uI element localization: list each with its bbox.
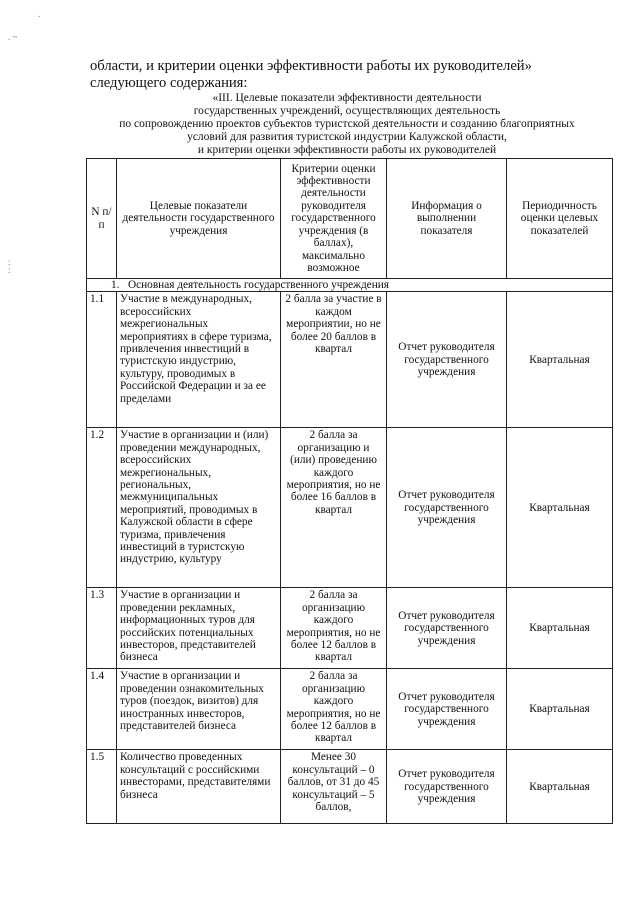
heading-line: и критерии оценки эффективности работы их руководителей [197, 144, 497, 156]
header-indicator: Целевые показатели деятельности государственного учреждения [117, 159, 281, 279]
header-num: N п/п [87, 159, 117, 279]
header-info: Информация о выполнении показателя [387, 159, 507, 279]
row-period: Квартальная [507, 669, 613, 750]
section-row [87, 279, 613, 292]
scan-mark: . [38, 9, 41, 19]
row-indicator: Количество проведенных консультаций с российскими инвесторами, представителями бизнеса [117, 750, 281, 824]
row-info: Отчет руководителя государственного учреждения [387, 428, 507, 588]
row-number: 1.1 [87, 292, 117, 428]
table-row [87, 588, 613, 669]
indicators-table [86, 158, 613, 824]
scan-mark: . ~ [8, 32, 18, 42]
row-indicator: Участие в организации и (или) проведении международных, всероссийских межрегиональных, региональных, межмуниципальных мероприятий, проводимых в Калужской области в сфере туризма, привлечения инвестиций в туристскую индустрию, культуру [117, 428, 281, 588]
row-info: Отчет руководителя государственного учреждения [387, 750, 507, 824]
row-period: Квартальная [507, 588, 613, 669]
row-criteria: 2 балла за организацию каждого мероприятия, но не более 12 баллов в квартал [281, 669, 387, 750]
heading-line: государственных учреждений, осуществляющих деятельность [193, 105, 501, 117]
section-number: 1. [111, 279, 120, 291]
row-info: Отчет руководителя государственного учреждения [387, 292, 507, 428]
section-heading [82, 92, 612, 157]
section-cell [87, 279, 613, 292]
row-number: 1.4 [87, 669, 117, 750]
section-title: Основная деятельность государственного учреждения [127, 279, 389, 291]
row-number: 1.5 [87, 750, 117, 824]
row-number: 1.2 [87, 428, 117, 588]
row-info: Отчет руководителя государственного учреждения [387, 669, 507, 750]
table-row [87, 669, 613, 750]
row-criteria: 2 балла за организацию и (или) проведению каждого мероприятия, но не более 16 баллов в квартал [281, 428, 387, 588]
row-period: Квартальная [507, 292, 613, 428]
table-header-row [87, 159, 613, 279]
intro-paragraph: области, и критерии оценки эффективности работы их руководителей» следующего содержания: [90, 58, 532, 91]
heading-line: «III. Целевые показатели эффективности деятельности [212, 92, 482, 104]
row-indicator: Участие в организации и проведении рекламных, информационных туров для российских потенциальных инвесторов, представителей бизнеса [117, 588, 281, 669]
row-info: Отчет руководителя государственного учреждения [387, 588, 507, 669]
row-criteria: 2 балла за организацию каждого мероприятия, но не более 12 баллов в квартал [281, 588, 387, 669]
scan-mark: : [8, 265, 11, 275]
scan-mark: : [8, 257, 11, 267]
table-row [87, 428, 613, 588]
table-row [87, 292, 613, 428]
row-criteria: Менее 30 консультаций – 0 баллов, от 31 до 45 консультаций – 5 баллов, [281, 750, 387, 824]
row-period: Квартальная [507, 428, 613, 588]
row-indicator: Участие в международных, всероссийских межрегиональных мероприятиях в сфере туризма, привлечения инвестиций в туристскую индустрию, культуру, проводимых в Российской Федерации и за ее пределами [117, 292, 281, 428]
heading-line: по сопровождению проектов субъектов туристской деятельности и созданию благоприятных [119, 118, 575, 130]
row-indicator: Участие в организации и проведении ознакомительных туров (поездок, визитов) для иностранных инвесторов, представителей бизнеса [117, 669, 281, 750]
row-criteria: 2 балла за участие в каждом мероприятии, но не более 20 баллов в квартал [281, 292, 387, 428]
heading-line: условий для развития туристской индустрии Калужской области, [187, 131, 507, 143]
header-period: Периодичность оценки целевых показателей [507, 159, 613, 279]
header-criteria: Критерии оценки эффективности деятельности руководителя государственного учреждения (в баллах), максимально возможное [281, 159, 387, 279]
table-row [87, 750, 613, 824]
row-number: 1.3 [87, 588, 117, 669]
row-period: Квартальная [507, 750, 613, 824]
